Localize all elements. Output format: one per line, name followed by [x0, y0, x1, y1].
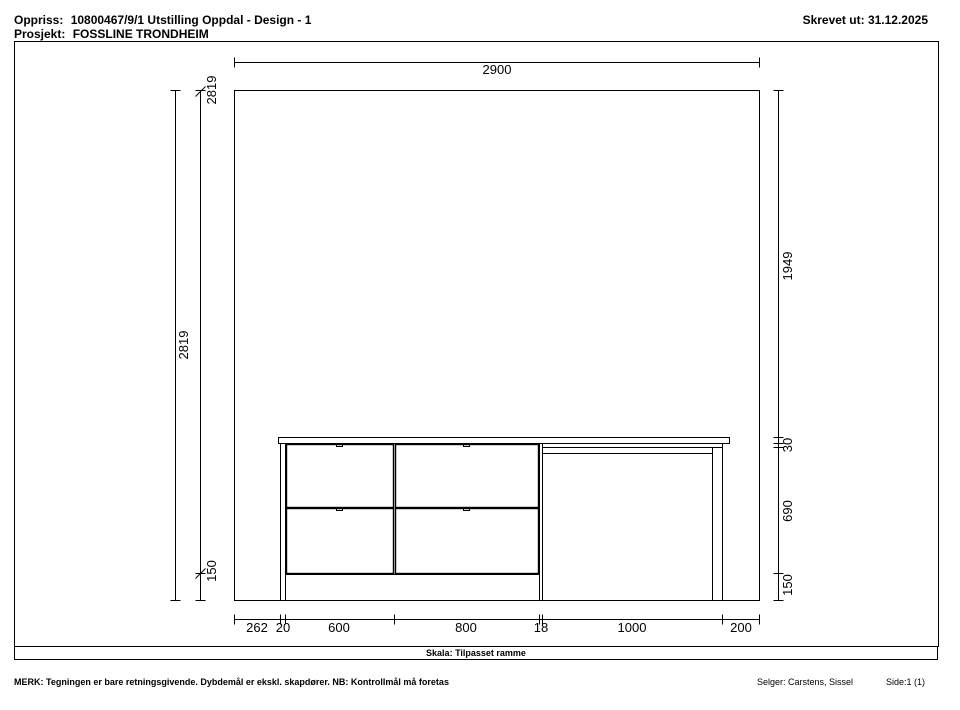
- dim-bottom-label: 20: [275, 620, 291, 635]
- drawer-handle: [464, 509, 470, 511]
- footer-note: MERK: Tegningen er bare retningsgivende. Dybdemål er ekskl. skapdører. NB: Kontrollmål må foretas: [14, 677, 449, 687]
- countertop: [279, 438, 730, 444]
- page-number: Side:1 (1): [886, 677, 926, 687]
- drawer-top-left: [287, 445, 394, 508]
- project-value: FOSSLINE TRONDHEIM: [72, 27, 209, 41]
- project-label: Prosjekt:: [14, 27, 66, 41]
- drawer-handle: [337, 445, 343, 447]
- dim-left-outer-label: 2819: [176, 330, 191, 360]
- dim-left-inner-top-label: 2819: [204, 75, 219, 105]
- dim-top-label: 2900: [482, 62, 512, 77]
- dim-right-top-label: 30: [780, 437, 795, 453]
- drawing-frame: [15, 42, 939, 647]
- dim-right-upper-label: 1949: [780, 251, 795, 281]
- dim-right-middle-label: 690: [780, 500, 795, 522]
- drawer-handle: [464, 445, 470, 447]
- dim-bottom-label: 1000: [617, 620, 647, 635]
- wall-outline: [235, 91, 760, 601]
- drawer-bottom-right: [396, 509, 539, 574]
- dim-bottom-label: 800: [455, 620, 477, 635]
- printed-date: 31.12.2025: [867, 13, 928, 27]
- order-value: 10800467/9/1 Utstilling Oppdal - Design - 1: [70, 13, 312, 27]
- printed-label: Skrevet ut:: [802, 13, 865, 27]
- drawer-bottom-left: [287, 509, 394, 574]
- dim-right-bottom-label: 150: [780, 574, 795, 596]
- cabinet-side-left: [281, 444, 286, 601]
- dim-bottom-label: 200: [730, 620, 752, 635]
- dim-bottom-label: 262: [246, 620, 268, 635]
- dim-left-inner-bottom-label: 150: [204, 560, 219, 582]
- drawer-top-right: [396, 445, 539, 508]
- dim-bottom-label: 18: [533, 620, 549, 635]
- dim-bottom-label: 600: [328, 620, 350, 635]
- scale-label: Skala: Tilpasset ramme: [14, 646, 938, 660]
- seller-label: Selger: Carstens, Sissel: [757, 677, 854, 687]
- drawer-handle: [337, 509, 343, 511]
- order-label: Oppriss:: [14, 13, 64, 27]
